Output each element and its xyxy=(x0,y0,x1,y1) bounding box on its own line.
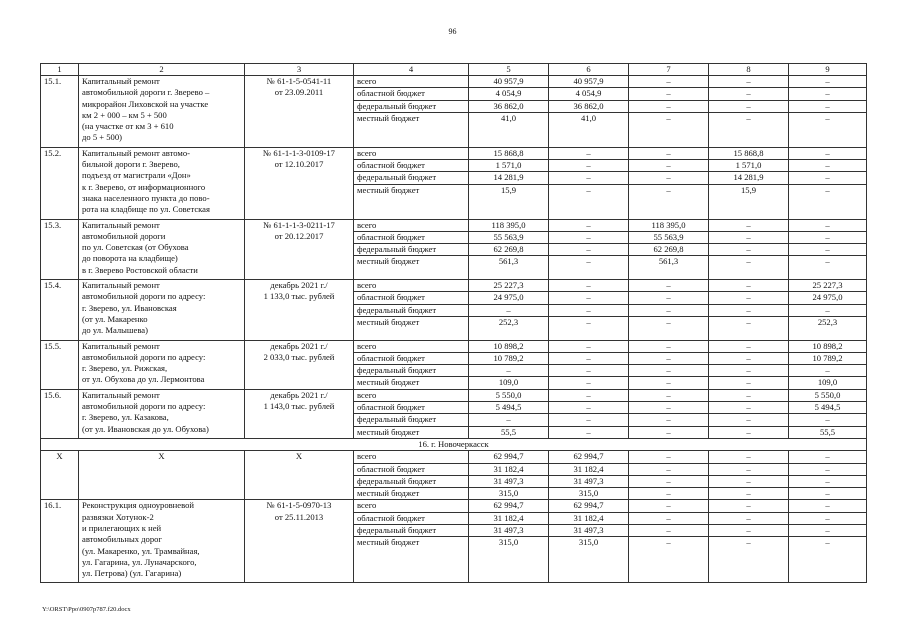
total-value: – xyxy=(469,414,549,426)
table-row xyxy=(41,219,867,231)
col-header: 1 xyxy=(41,64,79,76)
value-col-7: 561,3 xyxy=(629,256,709,280)
value-col-6: – xyxy=(549,147,629,159)
document-ref xyxy=(245,219,354,279)
item-number: 15.5. xyxy=(41,340,79,389)
object-name-line: по ул. Советская (от Обухова xyxy=(82,242,189,253)
object-name-line: Х xyxy=(158,451,165,462)
object-name-line: и прилегающих к ней xyxy=(82,522,162,533)
value-col-9: – xyxy=(789,244,867,256)
total-value: 5 550,0 xyxy=(469,389,549,401)
value-col-8: – xyxy=(709,524,789,536)
item-number: Х xyxy=(41,451,79,500)
item-number: 15.4. xyxy=(41,280,79,340)
object-name-line: г. Зверево, ул. Ивановская xyxy=(82,302,177,313)
value-col-6: 31 497,3 xyxy=(549,524,629,536)
value-col-8: – xyxy=(709,352,789,364)
value-col-9: – xyxy=(789,256,867,280)
object-name-line: автомобильной дороги по адресу: xyxy=(82,401,206,412)
document-ref xyxy=(245,500,354,583)
item-number: 15.6. xyxy=(41,389,79,438)
object-name-line: км 2 + 000 – км 5 + 500 xyxy=(82,109,167,120)
value-col-6: – xyxy=(549,172,629,184)
object-name-line: автомобильной дороги по адресу: xyxy=(82,291,206,302)
budget-source: всего xyxy=(354,76,469,88)
value-col-9: – xyxy=(789,365,867,377)
document-ref-line: № 61-1-5-0970-13 xyxy=(266,500,332,511)
object-name-line: микрорайон Лиховской на участке xyxy=(82,98,209,109)
value-col-9: – xyxy=(789,160,867,172)
budget-source: местный бюджет xyxy=(354,316,469,340)
value-col-9: – xyxy=(789,414,867,426)
object-name-line: (от ул. Ивановская до ул. Обухова) xyxy=(82,423,209,434)
budget-source: всего xyxy=(354,340,469,352)
budget-source: местный бюджет xyxy=(354,488,469,500)
budget-source: областной бюджет xyxy=(354,463,469,475)
col-header: 4 xyxy=(354,64,469,76)
col-header: 2 xyxy=(79,64,245,76)
object-name-line: ул. Гагарина, ул. Луначарского, xyxy=(82,556,197,567)
value-col-9: 25 227,3 xyxy=(789,280,867,292)
value-col-9: – xyxy=(789,488,867,500)
document-ref xyxy=(245,340,354,389)
object-name-line: до ул. Малышева) xyxy=(82,325,148,336)
value-col-9: 252,3 xyxy=(789,316,867,340)
value-col-6: – xyxy=(549,304,629,316)
total-value: 24 975,0 xyxy=(469,292,549,304)
document-ref-line: от 25.11.2013 xyxy=(274,511,324,522)
total-value: 315,0 xyxy=(469,488,549,500)
object-name-line: рота на кладбище по ул. Советская xyxy=(82,204,210,215)
value-col-6: 41,0 xyxy=(549,112,629,147)
value-col-6: – xyxy=(549,389,629,401)
document-ref xyxy=(245,389,354,438)
document-ref-line: от 20.12.2017 xyxy=(274,230,324,241)
value-col-7: – xyxy=(629,524,709,536)
value-col-8: – xyxy=(709,219,789,231)
value-col-8: – xyxy=(709,463,789,475)
value-col-6: 4 054,9 xyxy=(549,88,629,100)
budget-source: всего xyxy=(354,451,469,463)
budget-table xyxy=(40,63,867,583)
total-value: 14 281,9 xyxy=(469,172,549,184)
document-ref-line: № 61-1-1-3-0211-17 xyxy=(263,219,335,230)
table-row xyxy=(41,500,867,512)
budget-source: местный бюджет xyxy=(354,256,469,280)
value-col-9: 55,5 xyxy=(789,426,867,438)
value-col-6: 40 957,9 xyxy=(549,76,629,88)
table-row xyxy=(41,389,867,401)
item-number: 15.1. xyxy=(41,76,79,148)
value-col-7: – xyxy=(629,340,709,352)
value-col-7: – xyxy=(629,76,709,88)
budget-source: всего xyxy=(354,219,469,231)
value-col-6: – xyxy=(549,414,629,426)
total-value: 31 182,4 xyxy=(469,463,549,475)
value-col-7: – xyxy=(629,537,709,583)
object-name-line: (ул. Макаренко, ул. Трамвайная, xyxy=(82,545,200,556)
value-col-8: – xyxy=(709,377,789,389)
value-col-7: – xyxy=(629,402,709,414)
value-col-8: – xyxy=(709,231,789,243)
object-name-line: автомобильной дороги xyxy=(82,230,166,241)
document-ref-line: декабрь 2021 г./ xyxy=(270,280,328,291)
total-value: 5 494,5 xyxy=(469,402,549,414)
value-col-8: – xyxy=(709,426,789,438)
total-value: 55,5 xyxy=(469,426,549,438)
total-value: 62 994,7 xyxy=(469,500,549,512)
value-col-8: – xyxy=(709,280,789,292)
document-ref xyxy=(245,451,354,500)
value-col-6: – xyxy=(549,160,629,172)
value-col-9: – xyxy=(789,172,867,184)
budget-source: всего xyxy=(354,280,469,292)
budget-source: областной бюджет xyxy=(354,160,469,172)
value-col-6: – xyxy=(549,426,629,438)
value-col-7: – xyxy=(629,88,709,100)
object-name-line: автомобильных дорог xyxy=(82,534,162,545)
object-name xyxy=(79,219,245,279)
item-number: 15.3. xyxy=(41,219,79,279)
total-value: 31 497,3 xyxy=(469,475,549,487)
budget-source: федеральный бюджет xyxy=(354,172,469,184)
value-col-7: – xyxy=(629,475,709,487)
value-col-9: 5 494,5 xyxy=(789,402,867,414)
value-col-7: – xyxy=(629,488,709,500)
value-col-9: 109,0 xyxy=(789,377,867,389)
value-col-9: – xyxy=(789,88,867,100)
value-col-6: 31 182,4 xyxy=(549,463,629,475)
value-col-7: – xyxy=(629,304,709,316)
budget-source: федеральный бюджет xyxy=(354,475,469,487)
total-value: 62 269,8 xyxy=(469,244,549,256)
value-col-6: 31 497,3 xyxy=(549,475,629,487)
object-name-line: г. Зверево, ул. Казакова, xyxy=(82,412,169,423)
table-row xyxy=(41,340,867,352)
total-value: – xyxy=(469,304,549,316)
document-ref-line: № 61-1-5-0541-11 xyxy=(266,76,332,86)
object-name-line: в г. Зверево Ростовской области xyxy=(82,264,198,275)
budget-source: федеральный бюджет xyxy=(354,304,469,316)
object-name xyxy=(79,147,245,219)
value-col-8: – xyxy=(709,100,789,112)
value-col-9: – xyxy=(789,147,867,159)
budget-source: местный бюджет xyxy=(354,184,469,219)
table-row xyxy=(41,451,867,463)
document-ref-line: 1 133,0 тыс. рублей xyxy=(263,291,335,302)
value-col-8: 1 571,0 xyxy=(709,160,789,172)
budget-source: всего xyxy=(354,500,469,512)
budget-source: федеральный бюджет xyxy=(354,365,469,377)
value-col-9: – xyxy=(789,463,867,475)
object-name-line: подъезд от магистрали «Дон» xyxy=(82,170,191,181)
budget-source: федеральный бюджет xyxy=(354,524,469,536)
value-col-6: 315,0 xyxy=(549,537,629,583)
value-col-9: 10 898,2 xyxy=(789,340,867,352)
col-header: 5 xyxy=(469,64,549,76)
total-value: 41,0 xyxy=(469,112,549,147)
document-ref-line: Х xyxy=(295,451,303,462)
value-col-6: – xyxy=(549,377,629,389)
total-value: 315,0 xyxy=(469,537,549,583)
value-col-9: 10 789,2 xyxy=(789,352,867,364)
document-ref-line: декабрь 2021 г./ xyxy=(270,389,328,400)
value-col-7: – xyxy=(629,352,709,364)
object-name-line: Реконструкция одноуровневой xyxy=(82,500,194,511)
total-value: 15,9 xyxy=(469,184,549,219)
column-number-header xyxy=(41,64,867,76)
value-col-9: 5 550,0 xyxy=(789,389,867,401)
value-col-8: 15,9 xyxy=(709,184,789,219)
value-col-8: – xyxy=(709,475,789,487)
value-col-8: – xyxy=(709,76,789,88)
object-name-line: (от ул. Макаренко xyxy=(82,313,148,324)
value-col-8: – xyxy=(709,389,789,401)
value-col-6: – xyxy=(549,402,629,414)
object-name-line: (на участке от км 3 + 610 xyxy=(82,121,174,132)
value-col-6: – xyxy=(549,280,629,292)
value-col-8: – xyxy=(709,537,789,583)
section-title: 16. г. Новочеркасск xyxy=(41,438,867,450)
object-name-line: до поворота на кладбище) xyxy=(82,253,178,264)
object-name xyxy=(79,451,245,500)
value-col-7: – xyxy=(629,160,709,172)
value-col-7: – xyxy=(629,426,709,438)
value-col-9: – xyxy=(789,76,867,88)
value-col-7: – xyxy=(629,377,709,389)
value-col-8: – xyxy=(709,402,789,414)
total-value: 109,0 xyxy=(469,377,549,389)
budget-source: местный бюджет xyxy=(354,112,469,147)
total-value: 10 789,2 xyxy=(469,352,549,364)
total-value: 252,3 xyxy=(469,316,549,340)
object-name-line: Капитальный ремонт xyxy=(82,340,160,351)
total-value: 36 862,0 xyxy=(469,100,549,112)
object-name-line: г. Зверево, ул. Рижская, xyxy=(82,363,168,374)
value-col-8: 14 281,9 xyxy=(709,172,789,184)
value-col-9: – xyxy=(789,512,867,524)
budget-source: местный бюджет xyxy=(354,377,469,389)
value-col-7: 55 563,9 xyxy=(629,231,709,243)
object-name xyxy=(79,389,245,438)
object-name-line: к г. Зверево, от информационного xyxy=(82,181,206,192)
document-ref-line: от 12.10.2017 xyxy=(274,159,324,170)
budget-source: федеральный бюджет xyxy=(354,244,469,256)
value-col-6: – xyxy=(549,219,629,231)
value-col-9: – xyxy=(789,451,867,463)
budget-source: местный бюджет xyxy=(354,537,469,583)
value-col-6: 315,0 xyxy=(549,488,629,500)
budget-source: областной бюджет xyxy=(354,352,469,364)
value-col-8: – xyxy=(709,256,789,280)
document-ref-line: от 23.09.2011 xyxy=(274,87,324,98)
budget-source: областной бюджет xyxy=(354,231,469,243)
budget-source: всего xyxy=(354,147,469,159)
document-ref-line: декабрь 2021 г./ xyxy=(270,340,328,351)
item-number: 15.2. xyxy=(41,147,79,219)
object-name-line: Капитальный ремонт xyxy=(82,280,160,291)
value-col-6: 62 994,7 xyxy=(549,500,629,512)
value-col-8: – xyxy=(709,500,789,512)
value-col-7: – xyxy=(629,280,709,292)
object-name-line: ул. Петрова) (ул. Гагарина) xyxy=(82,568,182,579)
value-col-6: – xyxy=(549,316,629,340)
total-value: 10 898,2 xyxy=(469,340,549,352)
value-col-9: – xyxy=(789,112,867,147)
value-col-6: – xyxy=(549,365,629,377)
value-col-7: – xyxy=(629,316,709,340)
value-col-9: – xyxy=(789,100,867,112)
value-col-7: 118 395,0 xyxy=(629,219,709,231)
budget-source: областной бюджет xyxy=(354,512,469,524)
value-col-6: – xyxy=(549,244,629,256)
value-col-8: – xyxy=(709,292,789,304)
total-value: 62 994,7 xyxy=(469,451,549,463)
section-header-row xyxy=(41,438,867,450)
total-value: – xyxy=(469,365,549,377)
document-ref-line: № 61-1-1-3-0109-17 xyxy=(263,147,335,158)
table-row xyxy=(41,280,867,292)
total-value: 55 563,9 xyxy=(469,231,549,243)
value-col-6: 31 182,4 xyxy=(549,512,629,524)
value-col-7: – xyxy=(629,184,709,219)
value-col-9: – xyxy=(789,475,867,487)
col-header: 6 xyxy=(549,64,629,76)
col-header: 7 xyxy=(629,64,709,76)
value-col-7: – xyxy=(629,100,709,112)
value-col-9: 24 975,0 xyxy=(789,292,867,304)
object-name-line: от ул. Обухова до ул. Лермонтова xyxy=(82,374,205,385)
total-value: 25 227,3 xyxy=(469,280,549,292)
col-header: 3 xyxy=(245,64,354,76)
value-col-8: – xyxy=(709,512,789,524)
col-header: 9 xyxy=(789,64,867,76)
value-col-7: – xyxy=(629,512,709,524)
budget-source: федеральный бюджет xyxy=(354,414,469,426)
object-name xyxy=(79,340,245,389)
value-col-8: – xyxy=(709,414,789,426)
value-col-7: – xyxy=(629,414,709,426)
object-name-line: автомобильной дороги по адресу: xyxy=(82,351,206,362)
table-row xyxy=(41,76,867,88)
value-col-8: – xyxy=(709,340,789,352)
document-ref xyxy=(245,76,354,148)
total-value: 40 957,9 xyxy=(469,76,549,88)
value-col-9: – xyxy=(789,231,867,243)
object-name-line: развязки Хотунок-2 xyxy=(82,511,154,522)
value-col-8: – xyxy=(709,244,789,256)
value-col-8: – xyxy=(709,304,789,316)
value-col-6: 36 862,0 xyxy=(549,100,629,112)
budget-source: областной бюджет xyxy=(354,402,469,414)
value-col-9: – xyxy=(789,537,867,583)
value-col-7: – xyxy=(629,172,709,184)
value-col-6: – xyxy=(549,231,629,243)
total-value: 31 182,4 xyxy=(469,512,549,524)
object-name-line: знака населенного пункта до пово- xyxy=(82,192,210,203)
document-ref xyxy=(245,280,354,340)
col-header: 8 xyxy=(709,64,789,76)
value-col-7: – xyxy=(629,451,709,463)
object-name-line: Капитальный ремонт автомо- xyxy=(82,147,190,158)
budget-source: местный бюджет xyxy=(354,426,469,438)
value-col-6: – xyxy=(549,184,629,219)
value-col-8: – xyxy=(709,316,789,340)
total-value: 118 395,0 xyxy=(469,219,549,231)
value-col-8: – xyxy=(709,112,789,147)
value-col-7: – xyxy=(629,389,709,401)
value-col-8: 15 868,8 xyxy=(709,147,789,159)
document-ref-line: 1 143,0 тыс. рублей xyxy=(263,401,335,412)
value-col-6: – xyxy=(549,340,629,352)
value-col-7: – xyxy=(629,463,709,475)
value-col-8: – xyxy=(709,365,789,377)
document-ref xyxy=(245,147,354,219)
value-col-7: – xyxy=(629,292,709,304)
object-name-line: Капитальный ремонт xyxy=(82,219,160,230)
value-col-7: – xyxy=(629,365,709,377)
total-value: 561,3 xyxy=(469,256,549,280)
object-name-line: Капитальный ремонт xyxy=(82,76,160,86)
file-path-footer: Y:\ORST\Ppo\0907p787.f20.docx xyxy=(42,606,131,613)
value-col-6: – xyxy=(549,352,629,364)
value-col-8: – xyxy=(709,488,789,500)
total-value: 15 868,8 xyxy=(469,147,549,159)
value-col-7: 62 269,8 xyxy=(629,244,709,256)
value-col-6: – xyxy=(549,292,629,304)
value-col-8: – xyxy=(709,88,789,100)
total-value: 1 571,0 xyxy=(469,160,549,172)
value-col-6: 62 994,7 xyxy=(549,451,629,463)
object-name-line: бильной дороги г. Зверево, xyxy=(82,159,180,170)
budget-source: областной бюджет xyxy=(354,88,469,100)
object-name xyxy=(79,500,245,583)
object-name xyxy=(79,76,245,148)
value-col-7: – xyxy=(629,500,709,512)
value-col-7: – xyxy=(629,147,709,159)
total-value: 4 054,9 xyxy=(469,88,549,100)
budget-source: федеральный бюджет xyxy=(354,100,469,112)
item-number: 16.1. xyxy=(41,500,79,583)
budget-source: областной бюджет xyxy=(354,292,469,304)
object-name-line: автомобильной дороги г. Зверево – xyxy=(82,87,210,98)
value-col-8: – xyxy=(709,451,789,463)
value-col-9: – xyxy=(789,500,867,512)
document-ref-line: 2 033,0 тыс. рублей xyxy=(263,351,335,362)
value-col-9: – xyxy=(789,304,867,316)
page-number: 96 xyxy=(448,27,457,36)
value-col-7: – xyxy=(629,112,709,147)
total-value: 31 497,3 xyxy=(469,524,549,536)
table-row xyxy=(41,147,867,159)
value-col-9: – xyxy=(789,524,867,536)
object-name-line: до 5 + 500) xyxy=(82,132,123,143)
value-col-6: – xyxy=(549,256,629,280)
value-col-9: – xyxy=(789,184,867,219)
budget-source: всего xyxy=(354,389,469,401)
object-name xyxy=(79,280,245,340)
object-name-line: Капитальный ремонт xyxy=(82,389,160,400)
value-col-9: – xyxy=(789,219,867,231)
